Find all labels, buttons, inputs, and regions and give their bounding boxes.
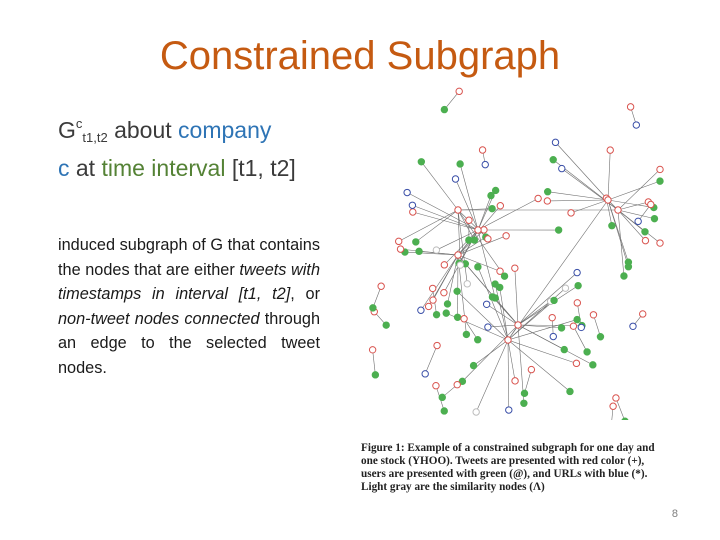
graph-node bbox=[397, 246, 403, 252]
graph-node bbox=[466, 237, 472, 243]
graph-node bbox=[584, 349, 590, 355]
graph-node bbox=[635, 218, 641, 224]
graph-node bbox=[444, 301, 450, 307]
graph-node bbox=[429, 285, 435, 291]
graph-node bbox=[475, 264, 481, 270]
graph-node bbox=[570, 323, 576, 329]
graph-node bbox=[418, 159, 424, 165]
graph-node bbox=[657, 240, 663, 246]
graph-node bbox=[433, 247, 439, 253]
graph-edge bbox=[508, 340, 509, 410]
graph-node bbox=[512, 265, 518, 271]
graph-node bbox=[418, 307, 424, 313]
graph-node bbox=[488, 192, 494, 198]
graph-node bbox=[489, 294, 495, 300]
graph-node bbox=[505, 337, 511, 343]
graph-node bbox=[482, 161, 488, 167]
graph-node bbox=[512, 378, 518, 384]
graph-node bbox=[479, 147, 485, 153]
graph-node bbox=[425, 303, 431, 309]
graph-node bbox=[544, 189, 550, 195]
graph-edge bbox=[421, 255, 458, 310]
graph-node bbox=[574, 269, 580, 275]
graph-node bbox=[552, 139, 558, 145]
graph-node bbox=[515, 322, 521, 328]
graph-edge bbox=[608, 181, 660, 200]
graph-node bbox=[461, 316, 467, 322]
graph-edge bbox=[458, 236, 506, 255]
graph-node bbox=[501, 273, 507, 279]
graph-node bbox=[550, 333, 556, 339]
subgraph-figure bbox=[358, 80, 668, 420]
graph-node bbox=[610, 403, 616, 409]
graph-node bbox=[475, 336, 481, 342]
graph-node bbox=[434, 342, 440, 348]
graph-node bbox=[483, 301, 489, 307]
graph-node bbox=[456, 88, 462, 94]
graph-node bbox=[439, 394, 445, 400]
g-subscript: t1,t2 bbox=[82, 130, 108, 145]
body-emphasis-1: tweets with timestamps in interval [t1, t2] bbox=[58, 260, 320, 303]
graph-node bbox=[597, 334, 603, 340]
graph-node bbox=[625, 264, 631, 270]
graph-edge bbox=[547, 200, 608, 201]
graph-node bbox=[657, 178, 663, 184]
graph-node bbox=[470, 362, 476, 368]
graph-node bbox=[454, 381, 460, 387]
graph-node bbox=[528, 366, 534, 372]
graph-node bbox=[578, 324, 584, 330]
graph-node bbox=[485, 324, 491, 330]
graph-node bbox=[396, 238, 402, 244]
body-text-1: induced subgraph of G that contains the nodes that are either bbox=[58, 236, 320, 279]
graph-node bbox=[573, 360, 579, 366]
graph-edge bbox=[508, 300, 554, 340]
graph-node bbox=[627, 104, 633, 110]
graph-node bbox=[605, 197, 611, 203]
graph-edge bbox=[508, 200, 608, 340]
graph-node bbox=[506, 407, 512, 413]
graph-edge bbox=[373, 350, 376, 375]
graph-node bbox=[452, 176, 458, 182]
graph-edge bbox=[608, 150, 610, 200]
graph-node bbox=[372, 372, 378, 378]
graph-node bbox=[369, 347, 375, 353]
graph-node bbox=[409, 202, 415, 208]
graph-node bbox=[489, 205, 495, 211]
graph-edge bbox=[618, 210, 645, 241]
graph-node bbox=[503, 233, 509, 239]
graph-node bbox=[433, 383, 439, 389]
graph-node bbox=[568, 210, 574, 216]
graph-edge bbox=[518, 273, 577, 325]
graph-edge bbox=[478, 196, 491, 230]
graph-node bbox=[416, 248, 422, 254]
graph-node bbox=[575, 282, 581, 288]
graph-node bbox=[630, 323, 636, 329]
graph-node bbox=[544, 198, 550, 204]
graph-node bbox=[549, 314, 555, 320]
graph-node bbox=[441, 262, 447, 268]
page-number: 8 bbox=[671, 508, 678, 520]
graph-node bbox=[464, 281, 470, 287]
graph-edge bbox=[425, 346, 437, 374]
graph-node bbox=[535, 195, 541, 201]
graph-node bbox=[607, 147, 613, 153]
graph-node bbox=[633, 122, 639, 128]
graph-node bbox=[378, 283, 384, 289]
graph-node bbox=[473, 409, 479, 415]
graph-node bbox=[550, 157, 556, 163]
g-superscript: c bbox=[75, 116, 83, 131]
graph-node bbox=[558, 325, 564, 331]
graph-node bbox=[454, 314, 460, 320]
body-text-3: through an edge to the selected tweet nodes. bbox=[58, 309, 320, 377]
graph-node bbox=[481, 227, 487, 233]
graph-node bbox=[485, 236, 491, 242]
graph-node bbox=[615, 207, 621, 213]
graph-node bbox=[613, 395, 619, 401]
graph-node bbox=[433, 311, 439, 317]
graph-node bbox=[574, 316, 580, 322]
graph-edge bbox=[399, 210, 458, 241]
graph-node bbox=[621, 273, 627, 279]
graph-node bbox=[561, 346, 567, 352]
graph-node bbox=[370, 305, 376, 311]
g-symbol: G bbox=[58, 117, 76, 143]
graph-edge bbox=[515, 268, 518, 325]
graph-edge bbox=[618, 210, 624, 276]
graph-node bbox=[622, 418, 628, 420]
company-word: company bbox=[178, 117, 272, 143]
graph-node bbox=[430, 297, 436, 303]
graph-node bbox=[555, 227, 561, 233]
graph-node bbox=[590, 362, 596, 368]
body-text-2: , or bbox=[290, 285, 320, 303]
graph-node bbox=[642, 229, 648, 235]
graph-node bbox=[492, 187, 498, 193]
definition-heading bbox=[58, 108, 348, 184]
graph-node bbox=[651, 215, 657, 221]
graph-node bbox=[521, 400, 527, 406]
graph-node bbox=[642, 237, 648, 243]
graph-node bbox=[457, 161, 463, 167]
definition-body bbox=[58, 233, 320, 380]
graph-node bbox=[383, 322, 389, 328]
interval-value: [t1, t2] bbox=[231, 155, 296, 181]
graph-node bbox=[559, 165, 565, 171]
graph-edge bbox=[518, 301, 551, 325]
graph-node bbox=[648, 201, 654, 207]
graph-node bbox=[455, 252, 461, 258]
at-text: at bbox=[75, 155, 96, 181]
graph-node bbox=[413, 239, 419, 245]
graph-node bbox=[574, 300, 580, 306]
graph-edge bbox=[478, 198, 538, 230]
company-c: c bbox=[58, 155, 70, 181]
graph-node bbox=[590, 312, 596, 318]
graph-edge bbox=[476, 340, 508, 412]
graph-node bbox=[455, 207, 461, 213]
graph-node bbox=[463, 331, 469, 337]
graph-node bbox=[497, 203, 503, 209]
graph-edge bbox=[508, 340, 515, 381]
figure-caption: Figure 1: Example of a constrained subgraph for one day and one stock (YHOO). Tweets are presented with red color (+), users are presented with green (@), and URLs with blue (*). Light gray are the similarity nodes (Λ) bbox=[361, 442, 655, 493]
graph-node bbox=[441, 408, 447, 414]
graph-node bbox=[551, 297, 557, 303]
graph-node bbox=[475, 227, 481, 233]
graph-node bbox=[410, 209, 416, 215]
graph-node bbox=[657, 166, 663, 172]
graph-node bbox=[521, 390, 527, 396]
graph-node bbox=[640, 311, 646, 317]
time-interval-text: time interval bbox=[101, 155, 226, 181]
graph-node bbox=[457, 262, 463, 268]
graph-node bbox=[422, 371, 428, 377]
graph-edge bbox=[474, 340, 508, 366]
graph-node bbox=[567, 388, 573, 394]
graph-edge bbox=[571, 200, 608, 213]
graph-node bbox=[404, 189, 410, 195]
about-text: about bbox=[107, 117, 179, 143]
graph-node bbox=[562, 285, 568, 291]
slide-title: Constrained Subgraph bbox=[159, 34, 561, 78]
graph-node bbox=[443, 310, 449, 316]
graph-node bbox=[609, 223, 615, 229]
graph-node bbox=[441, 289, 447, 295]
graph-edge bbox=[525, 370, 532, 394]
graph-node bbox=[441, 106, 447, 112]
graph-node bbox=[497, 284, 503, 290]
graph-node bbox=[454, 288, 460, 294]
body-emphasis-2: non-tweet nodes connected bbox=[58, 309, 260, 328]
graph-edge bbox=[407, 193, 478, 230]
graph-node bbox=[466, 217, 472, 223]
